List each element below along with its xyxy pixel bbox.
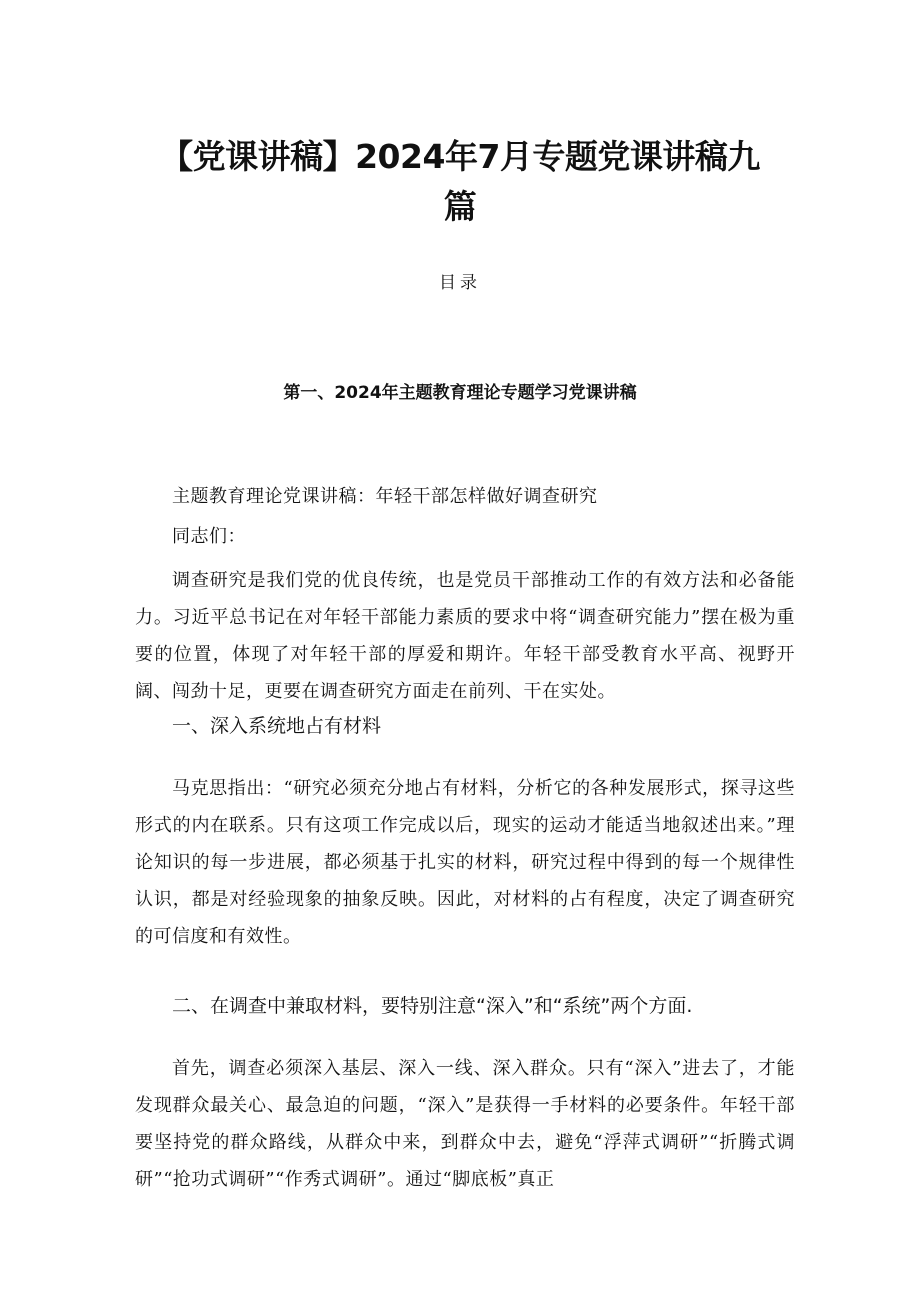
- salutation: 同志们：: [172, 526, 246, 547]
- title-line-1: 【党课讲稿】2024年7月专题党课讲稿九: [160, 137, 760, 176]
- paragraph-1: 调查研究是我们党的优良传统，也是党员干部推动工作的有效方法和必备能力。习近平总书记在对年轻干部能力素质的要求中将“调查研究能力”摆在极为重要的位置，体现了对年轻干部的厚爱和期许。年轻干部受教育水平高、视野开阔、闯劲十足，更要在调查研究方面走在前列、干在实处。: [135, 570, 795, 702]
- paragraph-2: 马克思指出：“研究必须充分地占有材料，分析它的各种发展形式，探寻这些形式的内在联系。只有这项工作完成以后，现实的运动才能适当地叙述出来。”理论知识的每一步进展，都必须基于扎实的材料，研究过程中得到的每一个规律性认识，都是对经验现象的抽象反映。因此，对材料的占有程度，决定了调查研究的可信度和有效性。: [135, 778, 795, 947]
- section-heading-2: 二、在调查中兼取材料，要特别注意“深入”和“系统”两个方面.: [172, 995, 693, 1017]
- article-subtitle: 主题教育理论党课讲稿：年轻干部怎样做好调查研究: [172, 486, 598, 507]
- section-heading-1: 一、深入系统地占有材料: [172, 715, 382, 737]
- document-title: [130, 132, 790, 232]
- paragraph-3: 首先，调查必须深入基层、深入一线、深入群众。只有“深入”进去了，才能发现群众最关心、最急迫的问题，“深入”是获得一手材料的必要条件。年轻干部要坚持党的群众路线，从群众中来，到群众中去，避免“浮萍式调研”“折腾式调研”“抢功式调研”“作秀式调研”。通过“脚底板”真正: [135, 1058, 795, 1190]
- title-line-2: 篇: [443, 187, 477, 226]
- toc-item-1: 第一、2024年主题教育理论专题学习党课讲稿: [283, 383, 637, 403]
- toc-label: 目录: [439, 273, 481, 293]
